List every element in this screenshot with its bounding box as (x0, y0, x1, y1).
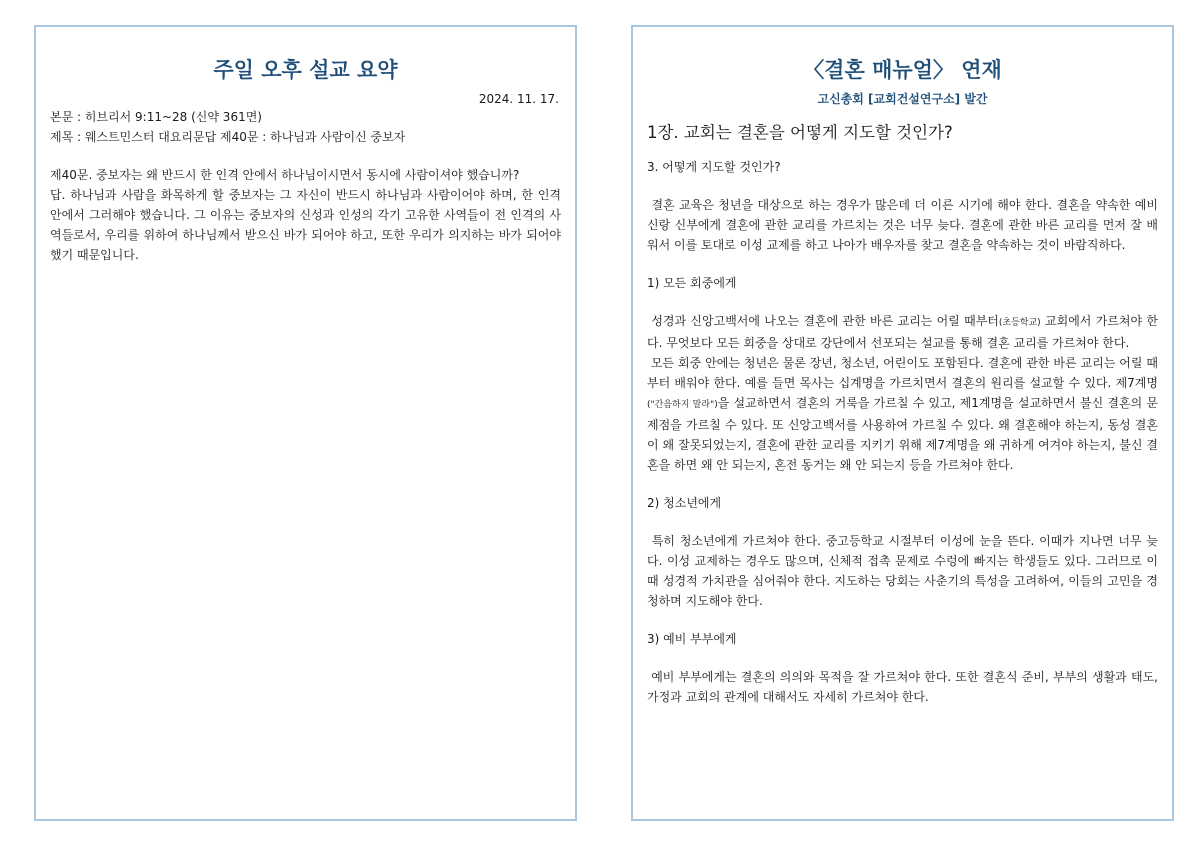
section-heading: 3. 어떻게 지도할 것인가? (647, 160, 781, 174)
text-note: (초등학교) (998, 318, 1041, 328)
subsection-heading-youth: 2) 청소년에게 (647, 496, 722, 510)
chapter-heading: 1장. 교회는 결혼을 어떻게 지도할 것인가? (647, 123, 953, 142)
subsection-heading-all: 1) 모든 회중에게 (647, 276, 737, 290)
subsection-heading-engaged: 3) 예비 부부에게 (647, 632, 737, 646)
text-segment: 교회에서 가르쳐야 한다. 무엇보다 모든 회중을 상대로 강단에서 선포되는 설교를 통해 결혼 교리를 가르쳐야 한다. (647, 314, 1158, 350)
sermon-date: 2024. 11. 17. (478, 92, 559, 106)
text-segment: 예비 부부에게는 결혼의 의의와 목적을 잘 가르쳐야 한다. 또한 결혼식 준비, 부부의 생활과 태도, 가정과 교회의 관계에 대해서도 자세히 가르쳐야 한다. (647, 670, 1158, 704)
scripture-reference: 본문 : 히브리서 9:11~28 (신약 361면) (50, 110, 262, 124)
marriage-manual-panel (631, 25, 1174, 821)
series-publisher: 고신총회 [교회건설연구소] 발간 (817, 92, 988, 106)
text-segment: 을 설교하면서 결혼의 거룩을 가르칠 수 있고, 제1계명을 설교하면서 불신 결혼의 문제점을 가르칠 수 있다. 또 신앙고백서를 사용하여 가르칠 수 있다. 왜 결혼해야 하는지, 동성 결혼이 왜 잘못되었는지, 결혼에 관한 교리를 지키기 위해 제7계명을 왜 귀하게 여겨야 하는지, 불신 결혼을 하면 왜 안 되는지, 혼전 동거는 왜 안 되는지 등을 가르쳐야 한다. (647, 396, 1159, 472)
sermon-summary-panel (34, 25, 577, 821)
subsection-engaged-paragraph (647, 667, 1158, 707)
subsection-all-paragraph-2 (647, 353, 1158, 475)
series-title: 〈결혼 매뉴얼〉 연재 (803, 58, 1002, 82)
catechism-answer: 답. 하나님과 사람을 화목하게 할 중보자는 그 자신이 반드시 하나님과 사람이어야 하며, 한 인격 안에서 그러해야 했습니다. 그 이유는 중보자의 신성과 인성의 각기 고유한 사역들이 전 인격의 사역들로서, 우리를 위하여 하나님께서 받으신 바가 되어야 하고, 또한 우리가 의지하는 바가 되어야 했기 때문입니다. (50, 188, 561, 262)
sermon-subject: 제목 : 웨스트민스터 대요리문답 제40문 : 하나님과 사람이신 중보자 (50, 130, 406, 144)
text-segment: 성경과 신앙고백서에 나오는 결혼에 관한 바른 교리는 어릴 때부터 (651, 314, 999, 328)
sermon-title: 주일 오후 설교 요약 (213, 58, 398, 82)
text-segment: 모든 회중 안에는 청년은 물론 장년, 청소년, 어린이도 포함된다. 결혼에 관한 바른 교리는 어릴 때부터 배워야 한다. 예를 들면 목사는 십계명을 가르치면서 결혼의 원리를 설교할 수 있다. 제7계명 (647, 356, 1158, 390)
subsection-all-paragraph-1 (647, 311, 1158, 353)
intro-text: 결혼 교육은 청년을 대상으로 하는 경우가 많은데 더 이른 시기에 해야 한다. 결혼을 약속한 예비 신랑 신부에게 결혼에 관한 교리를 가르치는 것은 너무 늦다. 결혼에 관한 바른 교리를 먼저 잘 배워서 이를 토대로 이성 교제를 하고 나아가 배우자를 찾고 결혼을 약속하는 것이 바람직하다. (647, 198, 1158, 252)
intro-paragraph (647, 195, 1158, 255)
subsection-youth-paragraph (647, 531, 1158, 611)
text-note: ("간음하지 말라") (647, 400, 718, 410)
text-segment: 특히 청소년에게 가르쳐야 한다. 중고등학교 시절부터 이성에 눈을 뜬다. 이때가 지나면 너무 늦다. 이성 교제하는 경우도 많으며, 신체적 접촉 문제로 수렁에 빠지는 학생들도 있다. 그러므로 이때 성경적 가치관을 심어줘야 한다. 지도하는 당회는 사춘기의 특성을 고려하여, 이들의 고민을 경청하며 지도해야 한다. (647, 534, 1158, 608)
catechism-question: 제40문. 중보자는 왜 반드시 한 인격 안에서 하나님이시면서 동시에 사람이셔야 했습니까? (50, 168, 520, 182)
